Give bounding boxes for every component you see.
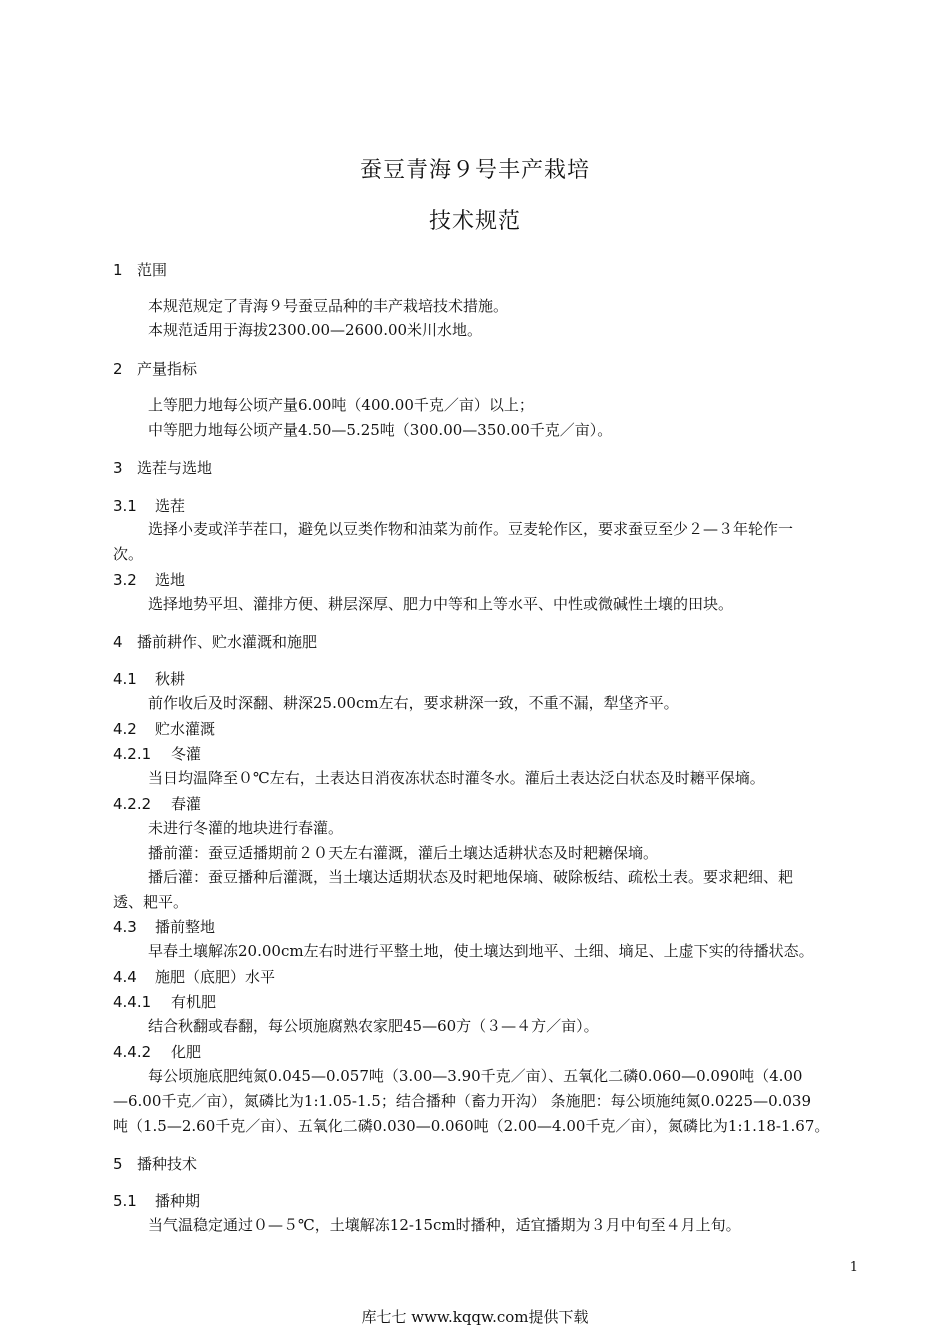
section-heading-4: 4 播前耕作、贮水灌溉和施肥 bbox=[113, 633, 318, 651]
paragraph: 前作收后及时深翻、耕深25.00cm左右，要求耕深一致，不重不漏，犁垡齐平。 bbox=[148, 694, 679, 712]
paragraph: 结合秋翻或春翻，每公顷施腐熟农家肥45—60方（３—４方／亩）。 bbox=[148, 1017, 599, 1035]
footer-watermark: 库七七 www.kqqw.com提供下载 bbox=[361, 1308, 589, 1326]
section-heading-4-1: 4.1 秋耕 bbox=[113, 670, 186, 688]
section-heading-2: 2 产量指标 bbox=[113, 360, 198, 378]
paragraph: 早春土壤解冻20.00cm左右时进行平整土地，使土壤达到地平、土细、墒足、上虚下实的待播状态。 bbox=[148, 942, 814, 960]
section-heading-5: 5 播种技术 bbox=[113, 1155, 198, 1173]
section-heading-3-1: 3.1 选茬 bbox=[113, 497, 186, 515]
paragraph: 次。 bbox=[113, 545, 144, 563]
section-heading-4-4-2: 4.4.2 化肥 bbox=[113, 1043, 202, 1061]
paragraph: —6.00千克／亩），氮磷比为1:1.05-1.5；结合播种（畜力开沟） 条施肥：每公顷施纯氮0.0225—0.039 bbox=[113, 1092, 812, 1110]
paragraph: 未进行冬灌的地块进行春灌。 bbox=[148, 819, 344, 837]
page-number: 1 bbox=[849, 1260, 858, 1275]
section-heading-3: 3 选茬与选地 bbox=[113, 459, 213, 477]
section-heading-4-4: 4.4 施肥（底肥）水平 bbox=[113, 968, 276, 986]
paragraph: 吨（1.5—2.60千克／亩）、五氧化二磷0.030—0.060吨（2.00—4.00千克／亩），氮磷比为1:1.18-1.67。 bbox=[113, 1117, 830, 1135]
paragraph: 播前灌：蚕豆适播期前２０天左右灌溉，灌后土壤达适耕状态及时耙耱保墒。 bbox=[148, 844, 659, 862]
section-heading-4-2: 4.2 贮水灌溉 bbox=[113, 720, 216, 738]
section-heading-3-2: 3.2 选地 bbox=[113, 571, 186, 589]
paragraph: 播后灌：蚕豆播种后灌溉，当土壤达适期状态及时耙地保墒、破除板结、疏松土表。要求耙细、耙 bbox=[148, 868, 794, 886]
paragraph: 透、耙平。 bbox=[113, 893, 189, 911]
section-heading-4-3: 4.3 播前整地 bbox=[113, 918, 216, 936]
section-heading-4-2-1: 4.2.1 冬灌 bbox=[113, 745, 202, 763]
paragraph: 每公顷施底肥纯氮0.045—0.057吨（3.00—3.90千克／亩）、五氧化二磷0.060—0.090吨（4.00 bbox=[148, 1067, 803, 1085]
section-heading-4-2-2: 4.2.2 春灌 bbox=[113, 795, 202, 813]
paragraph: 中等肥力地每公顷产量4.50—5.25吨（300.00—350.00千克／亩）。 bbox=[148, 421, 613, 439]
paragraph: 当气温稳定通过０—５℃，土壤解冻12-15cm时播种，适宜播期为３月中旬至４月上旬。 bbox=[148, 1216, 741, 1234]
paragraph: 本规范规定了青海９号蚕豆品种的丰产栽培技术措施。 bbox=[148, 297, 509, 315]
paragraph: 本规范适用于海拔2300.00—2600.00米川水地。 bbox=[148, 321, 483, 339]
paragraph: 选择小麦或洋芋茬口，避免以豆类作物和油菜为前作。豆麦轮作区，要求蚕豆至少２—３年轮作一 bbox=[148, 520, 794, 538]
section-heading-1: 1 范围 bbox=[113, 261, 168, 279]
section-heading-4-4-1: 4.4.1 有机肥 bbox=[113, 993, 217, 1011]
paragraph: 选择地势平坦、灌排方便、耕层深厚、肥力中等和上等水平、中性或微碱性土壤的田块。 bbox=[148, 595, 734, 613]
paragraph: 当日均温降至０℃左右，土表达日消夜冻状态时灌冬水。灌后土表达泛白状态及时耱平保墒。 bbox=[148, 769, 765, 787]
document-title: 蚕豆青海９号丰产栽培 bbox=[359, 158, 590, 183]
paragraph: 上等肥力地每公顷产量6.00吨（400.00千克／亩）以上； bbox=[148, 396, 534, 414]
section-heading-5-1: 5.1 播种期 bbox=[113, 1192, 201, 1210]
document-subtitle: 技术规范 bbox=[428, 209, 521, 234]
